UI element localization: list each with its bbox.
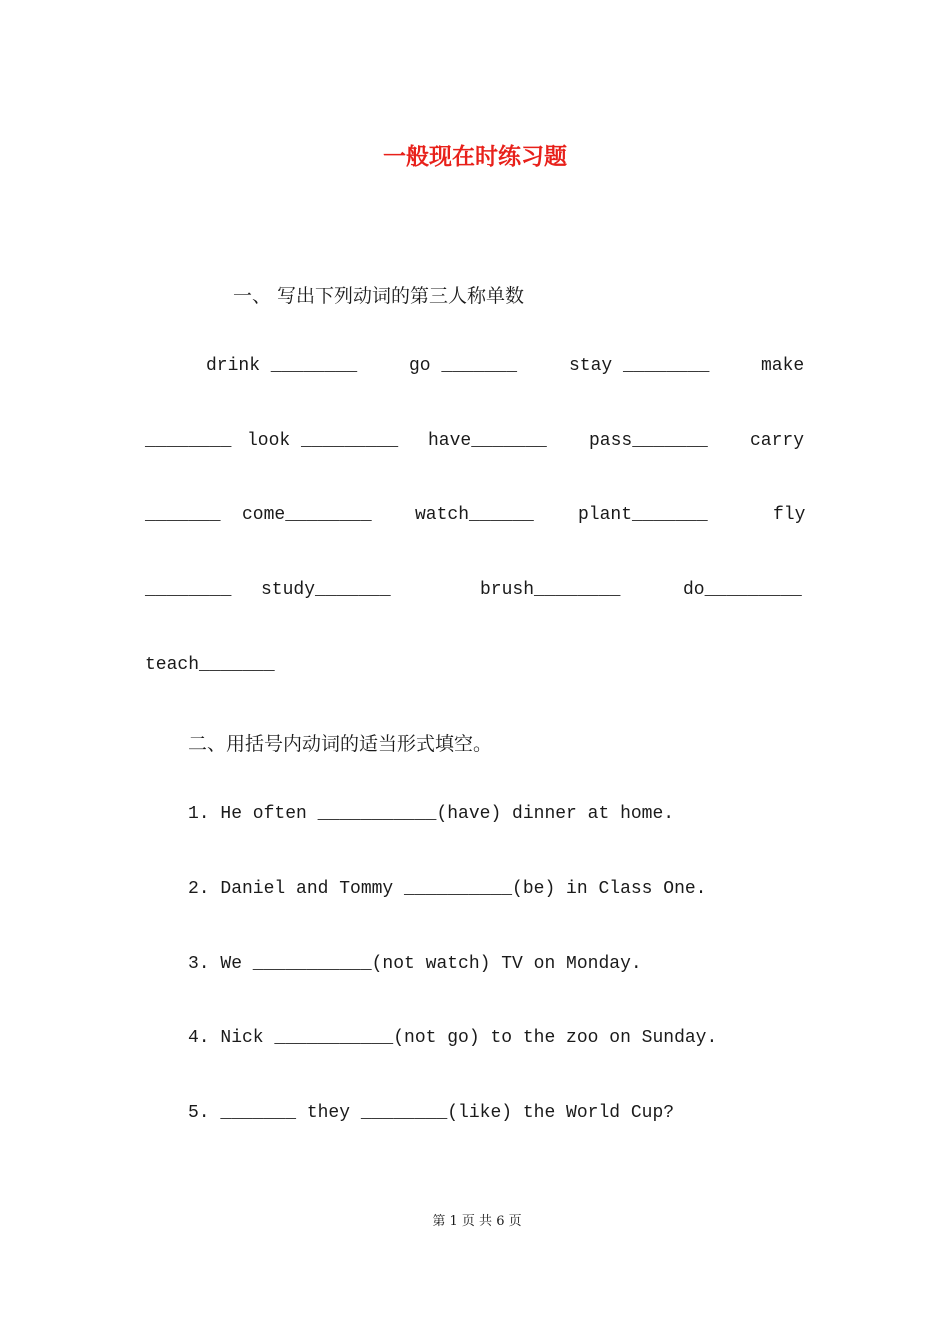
verb-item-go: go _______ (409, 356, 518, 376)
question-2: 2. Daniel and Tommy __________(be) in Class One. (188, 879, 707, 899)
question-5: 5. _______ they ________(like) the World Cup? (188, 1103, 675, 1123)
question-1: 1. He often ___________(have) dinner at home. (188, 804, 675, 824)
verb-item-make: make (761, 356, 805, 376)
page-number-footer: 第 1 页 共 6 页 (432, 1214, 522, 1229)
verb-row-3 (145, 505, 806, 531)
verb-item-teach: teach_______ (145, 655, 275, 675)
verb-blank: _______ (145, 505, 221, 525)
verb-blank: ________ (145, 580, 232, 600)
verb-item-brush: brush________ (480, 580, 621, 600)
verb-row-5 (145, 655, 806, 681)
verb-item-do: do_________ (683, 580, 802, 600)
verb-item-watch: watch______ (415, 505, 534, 525)
question-3: 3. We ___________(not watch) TV on Monday. (188, 954, 642, 974)
section2-heading: 二、用括号内动词的适当形式填空。 (188, 733, 493, 755)
verb-item-drink: drink ________ (206, 356, 358, 376)
verb-item-plant: plant_______ (578, 505, 708, 525)
verb-item-have: have_______ (428, 431, 547, 451)
verb-item-look: look _________ (247, 431, 399, 451)
verb-row-1 (145, 356, 806, 382)
verb-row-2 (145, 431, 806, 457)
verb-item-pass: pass_______ (589, 431, 708, 451)
verb-item-come: come________ (242, 505, 372, 525)
verb-item-study: study_______ (261, 580, 391, 600)
verb-item-fly: fly (773, 505, 806, 525)
verb-item-carry: carry (750, 431, 805, 451)
verb-row-4 (145, 580, 806, 606)
page-title: 一般现在时练习题 (383, 143, 567, 170)
verb-blank: ________ (145, 431, 232, 451)
verb-item-stay: stay ________ (569, 356, 710, 376)
question-4: 4. Nick ___________(not go) to the zoo on Sunday. (188, 1028, 718, 1048)
section1-heading: 一、 写出下列动词的第三人称单数 (233, 285, 525, 307)
